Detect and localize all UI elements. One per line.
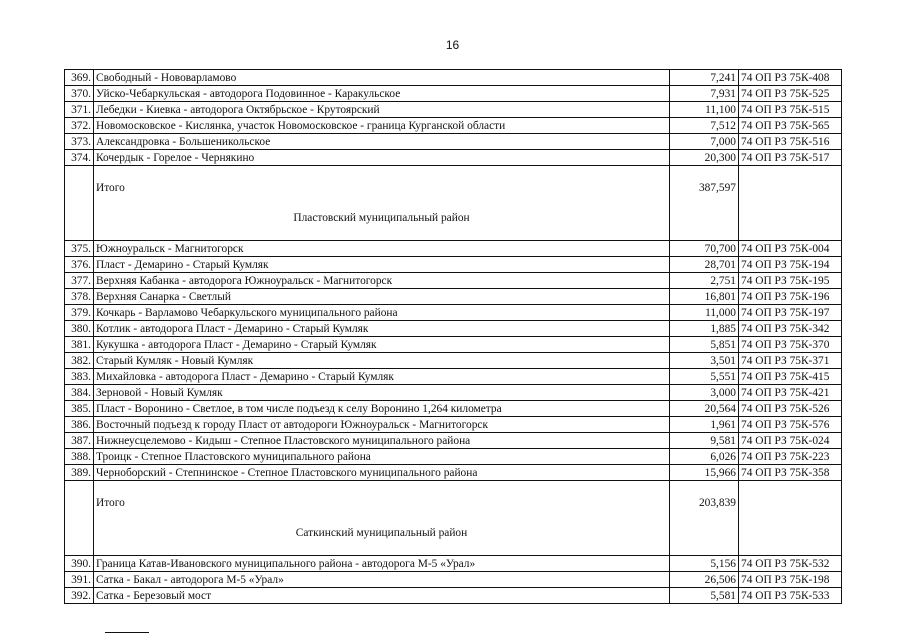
road-length xyxy=(670,511,739,525)
table-row xyxy=(65,401,842,417)
spacer-row xyxy=(65,226,842,241)
road-code: 74 ОП РЗ 75К-576 xyxy=(739,417,842,433)
row-number xyxy=(65,525,94,541)
road-name: Восточный подъезд к городу Пласт от автодороги Южноуральск - Магнитогорск xyxy=(94,417,670,433)
road-length: 5,551 xyxy=(670,369,739,385)
road-name: Зерновой - Новый Кумляк xyxy=(94,385,670,401)
row-number: 375. xyxy=(65,241,94,257)
road-name: Черноборский - Степнинское - Степное Пластовского муниципального района xyxy=(94,465,670,481)
table-row xyxy=(65,385,842,401)
road-code: 74 ОП РЗ 75К-525 xyxy=(739,86,842,102)
road-code: 74 ОП РЗ 75К-415 xyxy=(739,369,842,385)
table-row xyxy=(65,102,842,118)
road-name: Троицк - Степное Пластовского муниципального района xyxy=(94,449,670,465)
spacer-row xyxy=(65,481,842,496)
row-number xyxy=(65,166,94,181)
road-code: 74 ОП РЗ 75К-533 xyxy=(739,588,842,604)
road-length: 3,501 xyxy=(670,353,739,369)
road-length: 20,564 xyxy=(670,401,739,417)
table-row xyxy=(65,134,842,150)
road-code: 74 ОП РЗ 75К-197 xyxy=(739,305,842,321)
road-code: 74 ОП РЗ 75К-516 xyxy=(739,134,842,150)
row-number xyxy=(65,481,94,496)
spacer-row xyxy=(65,511,842,525)
road-length xyxy=(670,196,739,210)
road-name: Михайловка - автодорога Пласт - Демарино - Старый Кумляк xyxy=(94,369,670,385)
row-number: 386. xyxy=(65,417,94,433)
road-code: 74 ОП РЗ 75К-517 xyxy=(739,150,842,166)
road-length: 5,156 xyxy=(670,556,739,572)
road-length: 1,961 xyxy=(670,417,739,433)
row-number: 379. xyxy=(65,305,94,321)
road-name: Александровка - Большеникольское xyxy=(94,134,670,150)
row-number: 384. xyxy=(65,385,94,401)
row-number: 385. xyxy=(65,401,94,417)
road-code: 74 ОП РЗ 75К-198 xyxy=(739,572,842,588)
road-code: 74 ОП РЗ 75К-195 xyxy=(739,273,842,289)
row-number: 391. xyxy=(65,572,94,588)
road-code xyxy=(739,481,842,496)
road-code xyxy=(739,210,842,226)
table-row xyxy=(65,449,842,465)
row-number xyxy=(65,180,94,196)
road-length: 15,966 xyxy=(670,465,739,481)
road-code: 74 ОП РЗ 75К-371 xyxy=(739,353,842,369)
row-number xyxy=(65,541,94,556)
road-name xyxy=(94,481,670,496)
road-length: 3,000 xyxy=(670,385,739,401)
road-length xyxy=(670,226,739,241)
road-name: Сатка - Бакал - автодорога М-5 «Урал» xyxy=(94,572,670,588)
total-length: 387,597 xyxy=(670,180,739,196)
road-length xyxy=(670,166,739,181)
road-code: 74 ОП РЗ 75К-408 xyxy=(739,70,842,86)
table-row xyxy=(65,433,842,449)
row-number xyxy=(65,210,94,226)
road-name xyxy=(94,226,670,241)
total-label: Итого xyxy=(94,495,670,511)
table-row xyxy=(65,556,842,572)
district-name: Саткинский муниципальный район xyxy=(94,525,670,541)
road-code: 74 ОП РЗ 75К-370 xyxy=(739,337,842,353)
row-number xyxy=(65,495,94,511)
road-length: 7,931 xyxy=(670,86,739,102)
table-row xyxy=(65,588,842,604)
road-length: 11,100 xyxy=(670,102,739,118)
road-length: 6,026 xyxy=(670,449,739,465)
footnote-divider xyxy=(105,632,149,633)
road-code: 74 ОП РЗ 75К-223 xyxy=(739,449,842,465)
road-length: 7,241 xyxy=(670,70,739,86)
road-name xyxy=(94,166,670,181)
row-number: 380. xyxy=(65,321,94,337)
table-row xyxy=(65,241,842,257)
road-code: 74 ОП РЗ 75К-421 xyxy=(739,385,842,401)
row-number xyxy=(65,196,94,210)
row-number: 373. xyxy=(65,134,94,150)
road-code: 74 ОП РЗ 75К-532 xyxy=(739,556,842,572)
district-name: Пластовский муниципальный район xyxy=(94,210,670,226)
road-length: 20,300 xyxy=(670,150,739,166)
row-number: 369. xyxy=(65,70,94,86)
road-name xyxy=(94,541,670,556)
road-code: 74 ОП РЗ 75К-194 xyxy=(739,257,842,273)
table-row xyxy=(65,353,842,369)
road-name: Южноуральск - Магнитогорск xyxy=(94,241,670,257)
table-row xyxy=(65,257,842,273)
road-name: Сатка - Березовый мост xyxy=(94,588,670,604)
road-name: Новомосковское - Кислянка, участок Новомосковское - граница Курганской области xyxy=(94,118,670,134)
road-name: Кукушка - автодорога Пласт - Демарино - Старый Кумляк xyxy=(94,337,670,353)
total-length: 203,839 xyxy=(670,495,739,511)
row-number: 372. xyxy=(65,118,94,134)
road-length xyxy=(670,541,739,556)
road-name: Котлик - автодорога Пласт - Демарино - Старый Кумляк xyxy=(94,321,670,337)
table-row xyxy=(65,305,842,321)
road-code: 74 ОП РЗ 75К-526 xyxy=(739,401,842,417)
row-number: 390. xyxy=(65,556,94,572)
road-code: 74 ОП РЗ 75К-358 xyxy=(739,465,842,481)
road-length: 7,000 xyxy=(670,134,739,150)
road-code xyxy=(739,180,842,196)
road-name: Пласт - Демарино - Старый Кумляк xyxy=(94,257,670,273)
road-code xyxy=(739,511,842,525)
row-number: 387. xyxy=(65,433,94,449)
district-header-row xyxy=(65,210,842,226)
total-label: Итого xyxy=(94,180,670,196)
table-row xyxy=(65,86,842,102)
road-name: Кочкарь - Варламово Чебаркульского муниципального района xyxy=(94,305,670,321)
road-name: Старый Кумляк - Новый Кумляк xyxy=(94,353,670,369)
road-name: Верхняя Кабанка - автодорога Южноуральск - Магнитогорск xyxy=(94,273,670,289)
row-number: 382. xyxy=(65,353,94,369)
row-number xyxy=(65,511,94,525)
row-number: 376. xyxy=(65,257,94,273)
table-row xyxy=(65,369,842,385)
total-row xyxy=(65,495,842,511)
roads-table-body xyxy=(65,70,842,604)
spacer-row xyxy=(65,166,842,181)
table-row xyxy=(65,273,842,289)
road-code xyxy=(739,226,842,241)
row-number: 377. xyxy=(65,273,94,289)
table-row xyxy=(65,572,842,588)
road-name: Граница Катав-Ивановского муниципального района - автодорога М-5 «Урал» xyxy=(94,556,670,572)
road-length: 2,751 xyxy=(670,273,739,289)
district-header-row xyxy=(65,525,842,541)
table-row xyxy=(65,289,842,305)
road-length: 5,851 xyxy=(670,337,739,353)
table-row xyxy=(65,417,842,433)
row-number: 388. xyxy=(65,449,94,465)
road-code: 74 ОП РЗ 75К-004 xyxy=(739,241,842,257)
road-name: Уйско-Чебаркульская - автодорога Подовинное - Каракульское xyxy=(94,86,670,102)
road-code: 74 ОП РЗ 75К-024 xyxy=(739,433,842,449)
road-length: 11,000 xyxy=(670,305,739,321)
row-number: 381. xyxy=(65,337,94,353)
row-number: 374. xyxy=(65,150,94,166)
row-number: 370. xyxy=(65,86,94,102)
table-row xyxy=(65,337,842,353)
road-name xyxy=(94,511,670,525)
road-name: Нижнеусцелемово - Кидыш - Степное Пластовского муниципального района xyxy=(94,433,670,449)
table-row xyxy=(65,465,842,481)
road-length xyxy=(670,481,739,496)
road-length: 28,701 xyxy=(670,257,739,273)
road-code xyxy=(739,525,842,541)
road-length: 7,512 xyxy=(670,118,739,134)
road-name: Лебедки - Киевка - автодорога Октябрьское - Крутоярский xyxy=(94,102,670,118)
row-number: 378. xyxy=(65,289,94,305)
road-code: 74 ОП РЗ 75К-196 xyxy=(739,289,842,305)
road-length: 5,581 xyxy=(670,588,739,604)
table-row xyxy=(65,321,842,337)
road-name: Верхняя Санарка - Светлый xyxy=(94,289,670,305)
spacer-row xyxy=(65,541,842,556)
total-row xyxy=(65,180,842,196)
road-code xyxy=(739,541,842,556)
row-number: 392. xyxy=(65,588,94,604)
road-length xyxy=(670,525,739,541)
table-row xyxy=(65,70,842,86)
table-row xyxy=(65,150,842,166)
table-row xyxy=(65,118,842,134)
road-name: Свободный - Нововарламово xyxy=(94,70,670,86)
row-number: 389. xyxy=(65,465,94,481)
road-length: 1,885 xyxy=(670,321,739,337)
row-number: 371. xyxy=(65,102,94,118)
page-number: 16 xyxy=(445,38,460,52)
roads-table xyxy=(64,69,842,604)
road-length: 26,506 xyxy=(670,572,739,588)
road-code xyxy=(739,495,842,511)
row-number: 383. xyxy=(65,369,94,385)
row-number xyxy=(65,226,94,241)
road-name: Пласт - Воронино - Светлое, в том числе подъезд к селу Воронино 1,264 километра xyxy=(94,401,670,417)
road-length: 16,801 xyxy=(670,289,739,305)
road-length: 70,700 xyxy=(670,241,739,257)
spacer-row xyxy=(65,196,842,210)
road-length xyxy=(670,210,739,226)
road-code xyxy=(739,166,842,181)
road-code: 74 ОП РЗ 75К-342 xyxy=(739,321,842,337)
road-code xyxy=(739,196,842,210)
road-code: 74 ОП РЗ 75К-565 xyxy=(739,118,842,134)
road-name: Кочердык - Горелое - Чернякино xyxy=(94,150,670,166)
road-length: 9,581 xyxy=(670,433,739,449)
road-code: 74 ОП РЗ 75К-515 xyxy=(739,102,842,118)
road-name xyxy=(94,196,670,210)
